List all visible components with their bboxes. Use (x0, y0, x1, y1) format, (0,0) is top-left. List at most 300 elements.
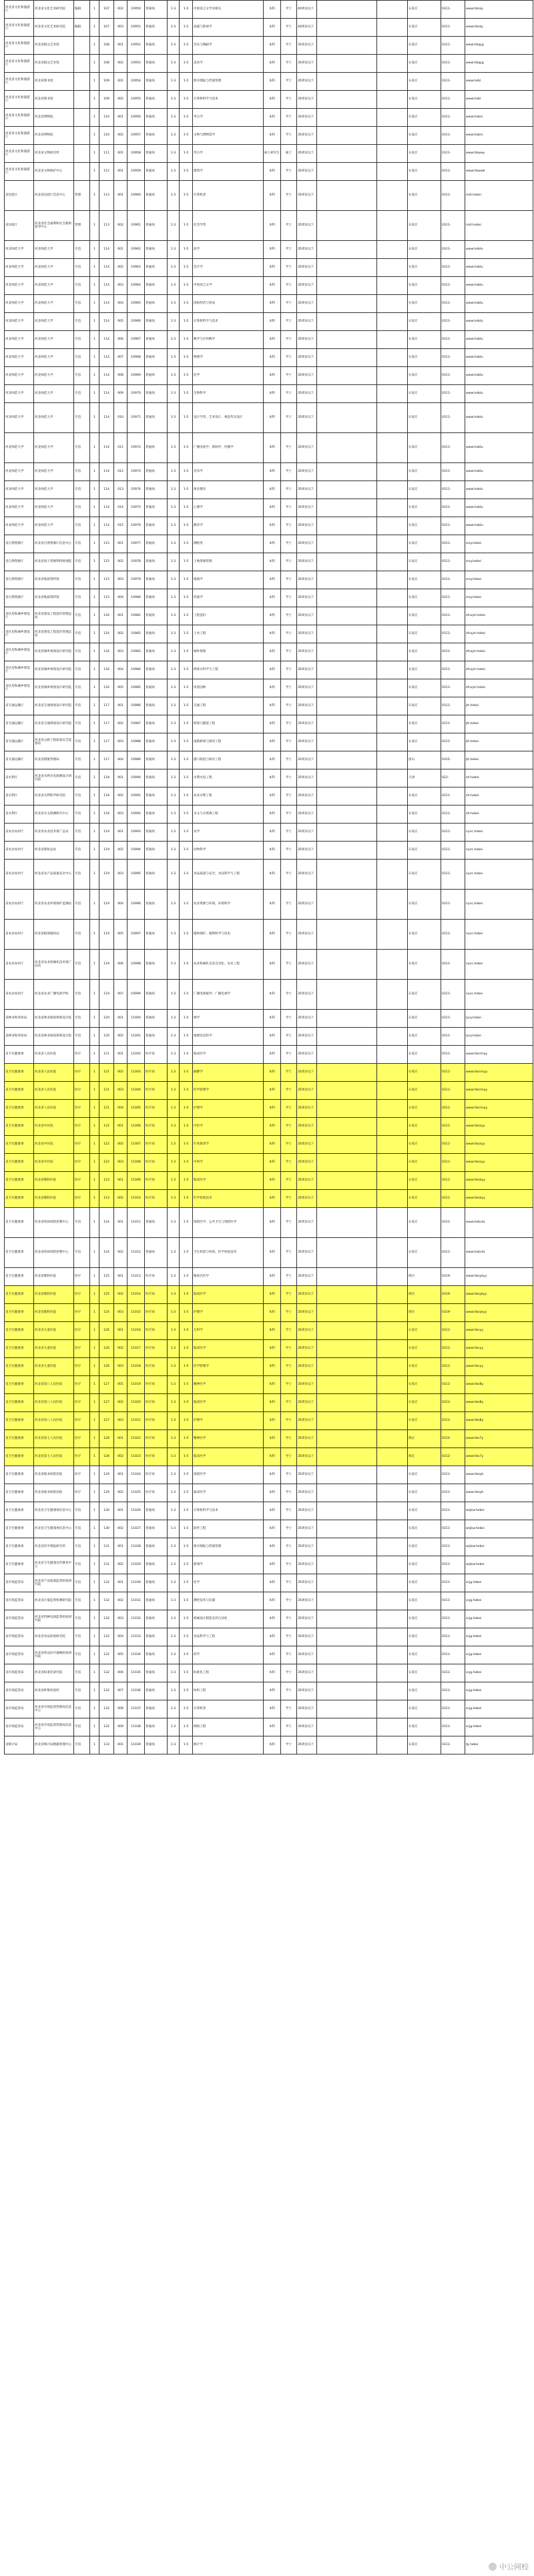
table-cell: 1 (90, 367, 99, 385)
table-row (5, 1268, 533, 1286)
table-cell: 1 (90, 37, 99, 55)
table-cell: 1-5 (180, 73, 193, 91)
table-cell: 35周岁以下 (297, 1610, 317, 1628)
table-cell: 石家庄 (408, 1376, 441, 1394)
table-cell: 学士 (281, 1556, 297, 1574)
table-cell: 学士 (281, 715, 297, 733)
table-row (5, 145, 533, 163)
table-cell: 河北师范大学 (34, 481, 74, 499)
table-cell: 本科 (264, 313, 281, 331)
table-cell: 河北省医学情报研究所 (34, 1538, 74, 1556)
table-cell: 0311- (441, 1502, 465, 1520)
table-cell: 1 (90, 1430, 99, 1448)
table-cell: 1 (90, 163, 99, 181)
table-cell: 风景园林 (193, 679, 264, 697)
table-cell: 11016 (127, 1322, 145, 1340)
table-cell: 石家庄 (408, 571, 441, 589)
table-cell: 129 (99, 1484, 114, 1502)
table-cell: 114 (99, 259, 114, 277)
table-cell: 卫生检验与检疫、医学检验技术 (193, 1238, 264, 1268)
table-cell: 普通岗 (145, 1718, 168, 1736)
table-cell: 省农业农村厅 (5, 824, 34, 842)
table-cell: 省卫生健康委 (5, 1082, 34, 1100)
table-cell: 普通岗 (145, 589, 168, 607)
table-cell: scjg.hebei (465, 1610, 533, 1628)
table-cell: 10990 (127, 769, 145, 787)
table-cell: 10993 (127, 824, 145, 842)
table-cell: 002 (114, 1340, 127, 1358)
table-cell: 1 (90, 1448, 99, 1466)
table-cell: 石家庄 (408, 1610, 441, 1628)
table-row (5, 733, 533, 751)
table-cell: 1:3 (168, 1010, 180, 1028)
table-cell: 河北省儿童医院 (34, 1340, 74, 1358)
table-cell: 机械设计制造及其自动化 (193, 1610, 264, 1628)
table-cell: 石家庄 (408, 55, 441, 73)
table-cell: 硕士研究生 (264, 145, 281, 163)
table-cell: 35周岁以下 (297, 1682, 317, 1700)
table-cell: 心理学 (193, 499, 264, 517)
table-cell: 石家庄 (408, 553, 441, 571)
table-cell: 1 (90, 806, 99, 824)
table-cell: zfcxjst.hebei (465, 661, 533, 679)
table-cell: 125 (99, 1304, 114, 1322)
table-cell (377, 1682, 408, 1700)
table-cell: 006 (114, 950, 127, 980)
table-row (5, 1118, 533, 1136)
table-cell: 1:3 (168, 1628, 180, 1646)
table-cell: 40周岁以下 (297, 1, 317, 19)
table-cell: 省自然资源厅 (5, 571, 34, 589)
table-cell: 石家庄 (408, 463, 441, 481)
table-cell: 普通岗 (145, 1, 168, 19)
table-cell: 音乐学 (193, 463, 264, 481)
table-cell: 普通岗 (145, 259, 168, 277)
table-cell (377, 91, 408, 109)
table-cell: 11031 (127, 1592, 145, 1610)
table-cell: 省卫生健康委 (5, 1394, 34, 1412)
table-cell: 河北省市场监督管理局信息中心 (34, 1718, 74, 1736)
table-cell: 土木工程 (193, 625, 264, 643)
table-row (5, 1208, 533, 1238)
table-cell: 1:3 (168, 1154, 180, 1172)
table-cell (317, 1064, 377, 1082)
table-cell: 学士 (281, 463, 297, 481)
table-cell: 11009 (127, 1172, 145, 1190)
table-cell: 河北省文化艺术研究院 (34, 1, 74, 19)
table-cell: 10951 (127, 19, 145, 37)
table-cell: 001 (114, 824, 127, 842)
table-cell: 11008 (127, 1154, 145, 1172)
table-row (5, 211, 533, 241)
table-cell: 0311- (441, 535, 465, 553)
table-cell: 省水利厅 (5, 806, 34, 824)
table-cell: 118 (99, 806, 114, 824)
table-cell: 本科 (264, 920, 281, 950)
table-cell: 中国语言文学 (193, 277, 264, 295)
table-cell: 专技 (74, 433, 90, 463)
table-cell: 0312- (441, 1448, 465, 1466)
table-cell: 002 (114, 1064, 127, 1082)
table-cell: 学士 (281, 1430, 297, 1448)
table-row (5, 1610, 533, 1628)
table-cell: 本科 (264, 73, 281, 91)
table-cell: 124 (99, 1238, 114, 1268)
table-cell: 007 (114, 980, 127, 1010)
table-cell (317, 1466, 377, 1484)
table-cell: 10950 (127, 1, 145, 19)
table-cell: 114 (99, 385, 114, 403)
table-cell: 1 (90, 349, 99, 367)
table-cell: 0311- (441, 1190, 465, 1208)
table-cell: www.hbsrmyy (465, 1046, 533, 1064)
table-cell: 011 (114, 433, 127, 463)
table-cell (317, 295, 377, 313)
table-cell: 35周岁以下 (297, 1556, 317, 1574)
table-cell: 0311- (441, 1412, 465, 1430)
table-cell: www.hebl (465, 91, 533, 109)
table-cell: 专技 (74, 715, 90, 733)
table-cell (377, 277, 408, 295)
table-cell: www.hbzyb (465, 1466, 533, 1484)
table-cell: 004 (114, 890, 127, 920)
table-cell: 河北省博物院 (34, 127, 74, 145)
table-cell: 本科 (264, 1268, 281, 1286)
table-cell: 体育教育 (193, 481, 264, 499)
table-cell (74, 55, 90, 73)
table-cell: 0311- (441, 1046, 465, 1064)
table-cell: 本科 (264, 127, 281, 145)
table-cell: 河北省特种设备监督检验研究院 (34, 1610, 74, 1628)
table-cell (317, 1628, 377, 1646)
table-cell: 本科 (264, 1010, 281, 1028)
table-cell (377, 1664, 408, 1682)
table-cell: 本科 (264, 1, 281, 19)
table-cell: 1:3 (168, 1172, 180, 1190)
table-cell (317, 91, 377, 109)
table-cell: 石家庄 (408, 1136, 441, 1154)
table-cell: 128 (99, 1448, 114, 1466)
table-cell: 1:3 (168, 787, 180, 806)
table-row (5, 313, 533, 331)
table-cell: 学士 (281, 1208, 297, 1238)
table-cell: 1 (90, 1718, 99, 1736)
table-row (5, 589, 533, 607)
table-cell (317, 1322, 377, 1340)
table-cell: 河北省计量监督检测研究院 (34, 1592, 74, 1610)
table-cell: 医疗岗 (145, 1340, 168, 1358)
table-cell: 10997 (127, 920, 145, 950)
table-cell: 11034 (127, 1646, 145, 1664)
table-cell: 11011 (127, 1208, 145, 1238)
table-cell: 医疗 (74, 1190, 90, 1208)
table-cell (317, 751, 377, 769)
table-cell (317, 806, 377, 824)
table-cell: 126 (99, 1358, 114, 1376)
table-cell: 35周岁以下 (297, 824, 317, 842)
table-cell: 石家庄 (408, 277, 441, 295)
table-cell: 1:3 (168, 1208, 180, 1238)
table-cell: 132 (99, 1574, 114, 1592)
table-cell (377, 37, 408, 55)
table-cell: 石家庄 (408, 625, 441, 643)
table-cell: 学士 (281, 842, 297, 860)
table-cell: 1-5 (180, 1448, 193, 1466)
table-cell: 普通岗 (145, 1682, 168, 1700)
table-cell (317, 980, 377, 1010)
table-cell: 专技 (74, 349, 90, 367)
table-row (5, 535, 533, 553)
table-cell: 35周岁以下 (297, 980, 317, 1010)
table-cell: 121 (99, 1064, 114, 1082)
table-cell: www.hebtu (465, 241, 533, 259)
table-cell: 1 (90, 1082, 99, 1100)
table-cell: 学士 (281, 1718, 297, 1736)
table-cell (317, 860, 377, 890)
table-cell: 1-5 (180, 295, 193, 313)
table-cell (377, 1466, 408, 1484)
table-cell: 1:3 (168, 733, 180, 751)
table-row (5, 331, 533, 349)
table-cell: 35周岁以下 (297, 349, 317, 367)
table-cell: 002 (114, 1238, 127, 1268)
table-cell: 1-5 (180, 259, 193, 277)
table-cell: 石家庄 (408, 890, 441, 920)
table-cell: 35周岁以下 (297, 1208, 317, 1238)
table-cell: nync.hebei (465, 860, 533, 890)
table-cell: 普通岗 (145, 349, 168, 367)
table-cell: 本科 (264, 1448, 281, 1466)
table-cell: 石家庄 (408, 715, 441, 733)
table-cell: 1:3 (168, 1082, 180, 1100)
table-cell (317, 1556, 377, 1574)
table-cell: www.hbs8y (465, 1412, 533, 1430)
table-cell: 1-5 (180, 1358, 193, 1376)
table-row (5, 1238, 533, 1268)
table-cell (317, 181, 377, 211)
table-cell: 1-5 (180, 1682, 193, 1700)
table-cell: 001 (114, 1268, 127, 1286)
table-cell: 118 (99, 769, 114, 787)
table-cell: 动物科学 (193, 842, 264, 860)
table-cell: www.hbsrmyy (465, 1064, 533, 1082)
table-cell (377, 1448, 408, 1466)
table-cell: 普通岗 (145, 607, 168, 625)
table-cell: 本科 (264, 1520, 281, 1538)
table-cell: 本科 (264, 19, 281, 37)
table-cell: 1-5 (180, 920, 193, 950)
table-cell: 普通岗 (145, 331, 168, 349)
table-row (5, 259, 533, 277)
table-cell: 1 (90, 535, 99, 553)
table-cell: 120 (99, 1028, 114, 1046)
table-cell: 河北省农业环境保护监测站 (34, 890, 74, 920)
table-cell: 11024 (127, 1466, 145, 1484)
table-cell: 002 (114, 1592, 127, 1610)
table-cell (377, 499, 408, 517)
table-cell: 本科 (264, 385, 281, 403)
table-cell: 本科 (264, 860, 281, 890)
table-cell: 10991 (127, 787, 145, 806)
table-cell: 1:3 (168, 145, 180, 163)
table-row (5, 499, 533, 517)
table-cell: jtt.hebei (465, 733, 533, 751)
table-cell: 0311- (441, 920, 465, 950)
table-cell: 10992 (127, 806, 145, 824)
table-cell: 1 (90, 19, 99, 37)
table-cell: 1:3 (168, 697, 180, 715)
table-cell: 普通岗 (145, 715, 168, 733)
table-cell: 省交通运输厅 (5, 733, 34, 751)
table-cell: 河北省城乡规划设计研究院 (34, 661, 74, 679)
table-cell: 普通岗 (145, 19, 168, 37)
table-cell: 医疗 (74, 1136, 90, 1154)
table-cell (377, 860, 408, 890)
table-cell: 河北师范大学 (5, 331, 34, 349)
table-cell (377, 433, 408, 463)
table-cell (377, 1646, 408, 1664)
table-cell (317, 842, 377, 860)
table-cell: www.hbsky (465, 1, 533, 19)
table-cell: www.hbsky (465, 19, 533, 37)
table-cell: 1 (90, 1028, 99, 1046)
table-cell: 10980 (127, 589, 145, 607)
table-cell: 1 (90, 607, 99, 625)
table-cell: 本科 (264, 607, 281, 625)
table-cell: 35周岁以下 (297, 1082, 317, 1100)
table-cell: 河北省文化和旅游厅 (5, 73, 34, 91)
watermark-logo-icon (489, 2563, 497, 2571)
table-cell (377, 1190, 408, 1208)
table-cell: 本科 (264, 806, 281, 824)
table-cell: 省市场监管局 (5, 1592, 34, 1610)
table-cell (377, 1238, 408, 1268)
table-cell: 普通岗 (145, 890, 168, 920)
table-cell: 0311- (441, 787, 465, 806)
table-cell: 001 (114, 697, 127, 715)
table-cell: 本科 (264, 769, 281, 787)
table-cell: 35周岁以下 (297, 1592, 317, 1610)
table-cell: 119 (99, 980, 114, 1010)
table-cell: 11000 (127, 1010, 145, 1028)
table-cell (317, 1574, 377, 1592)
table-cell: 港口航道与海岸工程 (193, 751, 264, 769)
table-row (5, 1358, 533, 1376)
table-cell: 1:3 (168, 403, 180, 433)
table-cell: 1-5 (180, 433, 193, 463)
table-cell: wsjkw.hebei (465, 1520, 533, 1538)
table-cell: 考古学 (193, 145, 264, 163)
table-cell: 002 (114, 715, 127, 733)
table-cell: 1:3 (168, 1502, 180, 1520)
table-cell: 省卫生健康委 (5, 1304, 34, 1322)
table-cell: 石家庄 (408, 1718, 441, 1736)
table-cell: 001 (114, 1736, 127, 1754)
table-cell: 石家庄 (408, 1064, 441, 1082)
table-cell: www.hbzyb (465, 1484, 533, 1502)
table-cell: 11022 (127, 1430, 145, 1448)
table-cell (377, 920, 408, 950)
table-cell: 002 (114, 91, 127, 109)
table-cell: 河北省公路工程质量安全监督站 (34, 733, 74, 751)
table-cell: 石家庄 (408, 1484, 441, 1502)
table-cell: 1:3 (168, 73, 180, 91)
table-cell: 医疗岗 (145, 1394, 168, 1412)
table-cell: 1:3 (168, 1100, 180, 1118)
table-cell: 学士 (281, 1154, 297, 1172)
table-cell: 石家庄 (408, 679, 441, 697)
table-cell: 学士 (281, 751, 297, 769)
table-cell: 002 (114, 1, 127, 19)
table-cell: 本科 (264, 1646, 281, 1664)
table-cell: 0311- (441, 241, 465, 259)
table-cell: 本科 (264, 1736, 281, 1754)
table-cell: 河北省儿童医院 (34, 1358, 74, 1376)
table-cell: 食品质量与安全、食品科学与工程 (193, 860, 264, 890)
table-cell: 石家庄 (408, 73, 441, 91)
table-cell: 0311- (441, 313, 465, 331)
table-cell: 省卫生健康委 (5, 1118, 34, 1136)
table-cell: 石家庄 (408, 331, 441, 349)
table-cell: 115 (99, 535, 114, 553)
table-cell: www.hebcdc (465, 1208, 533, 1238)
table-cell: 普通岗 (145, 571, 168, 589)
table-cell: 132 (99, 1682, 114, 1700)
table-cell: 0311- (441, 679, 465, 697)
table-cell: 1:3 (168, 1430, 180, 1448)
table-row (5, 890, 533, 920)
table-cell: 学士 (281, 1010, 297, 1028)
table-cell: 普通岗 (145, 553, 168, 571)
table-cell: 1 (90, 73, 99, 91)
table-cell: 省卫生健康委 (5, 1322, 34, 1340)
table-cell (74, 145, 90, 163)
table-cell: slt.hebei (465, 787, 533, 806)
table-cell (377, 1358, 408, 1376)
table-cell: 003 (114, 1610, 127, 1628)
table-cell (317, 1520, 377, 1538)
table-cell (377, 1412, 408, 1430)
table-row (5, 1286, 533, 1304)
table-cell: 1-5 (180, 553, 193, 571)
table-cell: 统计学 (193, 1736, 264, 1754)
table-cell: 0311- (441, 1358, 465, 1376)
table-cell: 省林业和草原局 (5, 1010, 34, 1028)
table-cell: 学士 (281, 1736, 297, 1754)
table-cell: 河北师范大学 (5, 517, 34, 535)
table-cell: 10998 (127, 950, 145, 980)
table-cell: 0311- (441, 1718, 465, 1736)
table-cell: 河北省文化和旅游厅 (5, 55, 34, 73)
table-cell: 河北省第八人民医院 (34, 1376, 74, 1394)
table-cell: 1:3 (168, 1736, 180, 1754)
table-cell: 医疗岗 (145, 1136, 168, 1154)
table-cell (377, 751, 408, 769)
table-cell: www.hebtu (465, 385, 533, 403)
table-cell: 008 (114, 367, 127, 385)
table-cell: 河北省人民医院 (34, 1082, 74, 1100)
table-cell: 10988 (127, 733, 145, 751)
table-cell: 40周岁以下 (297, 19, 317, 37)
table-cell: 河北师范大学 (34, 313, 74, 331)
table-cell: 0311- (441, 73, 465, 91)
table-cell: 127 (99, 1376, 114, 1394)
table-cell: jtt.hebei (465, 697, 533, 715)
table-cell: 省卫生健康委 (5, 1430, 34, 1448)
table-cell: 植物保护、植物科学与技术 (193, 920, 264, 950)
table-cell: 0311- (441, 1208, 465, 1238)
table-cell: 学士 (281, 1646, 297, 1664)
